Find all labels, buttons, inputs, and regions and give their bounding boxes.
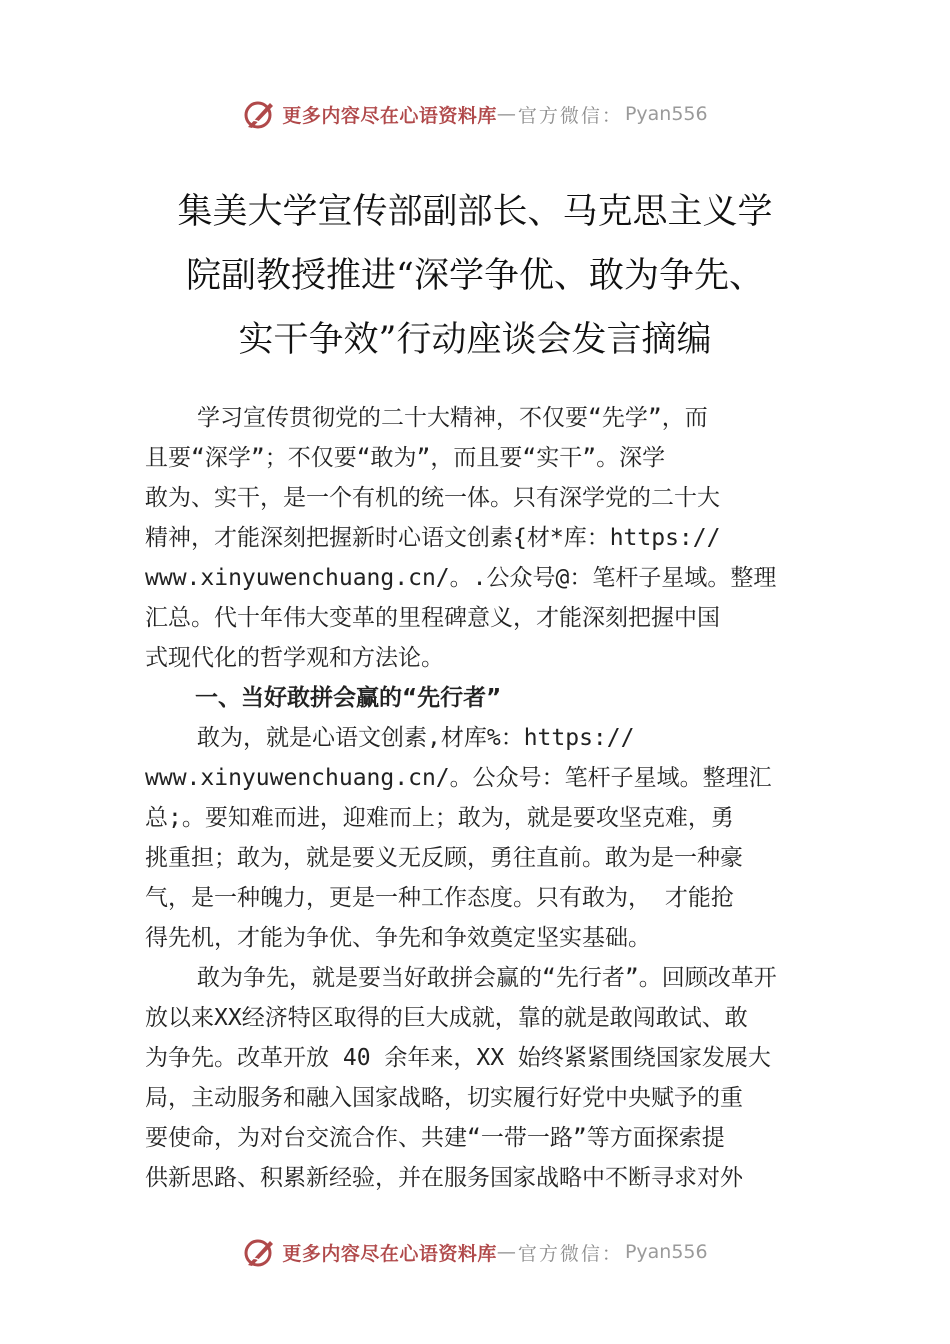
pen-logo-icon: [242, 97, 276, 131]
footer-banner: [0, 1230, 950, 1274]
pen-logo-icon: [242, 1235, 276, 1269]
text-line: 要使命，为对台交流合作、共建“一带一路”等方面探索提: [145, 1125, 725, 1151]
title-line: 集美大学宣传部副部长、马克思主义学: [177, 192, 773, 232]
text-line: 且要“深学”；不仅要“敢为”，而且要“实干”。深学: [145, 445, 666, 471]
text-line: 气，是一种魄力，更是一种工作态度。只有敢为， 才能抢: [145, 885, 734, 911]
banner-main-text: 更多内容尽在心语资料库: [282, 1242, 497, 1265]
text-line: 精神，才能深刻把握新时心语文创素{材*库：https://: [145, 525, 721, 551]
document-body: [145, 398, 810, 1198]
text-line: 供新思路、积累新经验，并在服务国家战略中不断寻求对外: [145, 1165, 743, 1191]
text-line: 敢为、实干，是一个有机的统一体。只有深学党的二十大: [145, 485, 720, 511]
paragraph-2: [145, 718, 810, 958]
banner-dash: —: [496, 1241, 518, 1263]
text-line: 敢为争先，就是要当好敢拼会赢的“先行者”。回顾改革开: [197, 965, 777, 991]
text-line: 得先机，才能为争优、争先和争效奠定坚实基础。: [145, 925, 651, 951]
text-line: 挑重担；敢为，就是要义无反顾，勇往直前。敢为是一种豪: [145, 845, 743, 871]
banner-official-label: 官方微信：: [517, 104, 623, 127]
text-line: 放以来XX经济特区取得的巨大成就，靠的就是敢闯敢试、敢: [145, 1005, 748, 1031]
text-line: 为争先。改革开放 40 余年来，XX 始终紧紧围绕国家发展大: [145, 1045, 771, 1071]
text-line: www.xinyuwenchuang.cn/。.公众号@：笔杆子星域。整理: [145, 565, 777, 591]
paragraph-3: [145, 958, 810, 1198]
banner-wechat-id: Pyan556: [624, 103, 708, 125]
title-line: 院副教授推进“深学争优、敢为争先、: [186, 256, 764, 296]
title-line: 实干争效”行动座谈会发言摘编: [238, 320, 712, 360]
banner-main-text: 更多内容尽在心语资料库: [282, 104, 497, 127]
text-line: 局，主动服务和融入国家战略，切实履行好党中央赋予的重: [145, 1085, 743, 1111]
banner-official-label: 官方微信：: [517, 1242, 623, 1265]
text-line: 总;。要知难而进，迎难而上；敢为，就是要攻坚克难，勇: [145, 805, 734, 831]
banner-wechat-id: Pyan556: [624, 1241, 708, 1263]
section-heading: 一、当好敢拼会赢的“先行者”: [195, 685, 502, 711]
document-title: [130, 180, 820, 372]
header-banner: [0, 92, 950, 136]
text-line: 式现代化的哲学观和方法论。: [145, 645, 444, 671]
text-line: 学习宣传贯彻党的二十大精神，不仅要“先学”，而: [197, 405, 708, 431]
text-line: 汇总。代十年伟大变革的里程碑意义，才能深刻把握中国: [145, 605, 720, 631]
banner-dash: —: [496, 103, 518, 125]
text-line: www.xinyuwenchuang.cn/。公众号：笔杆子星域。整理汇: [145, 765, 772, 791]
text-line: 敢为，就是心语文创素,材库%：https://: [197, 725, 635, 751]
paragraph-1: [145, 398, 810, 678]
